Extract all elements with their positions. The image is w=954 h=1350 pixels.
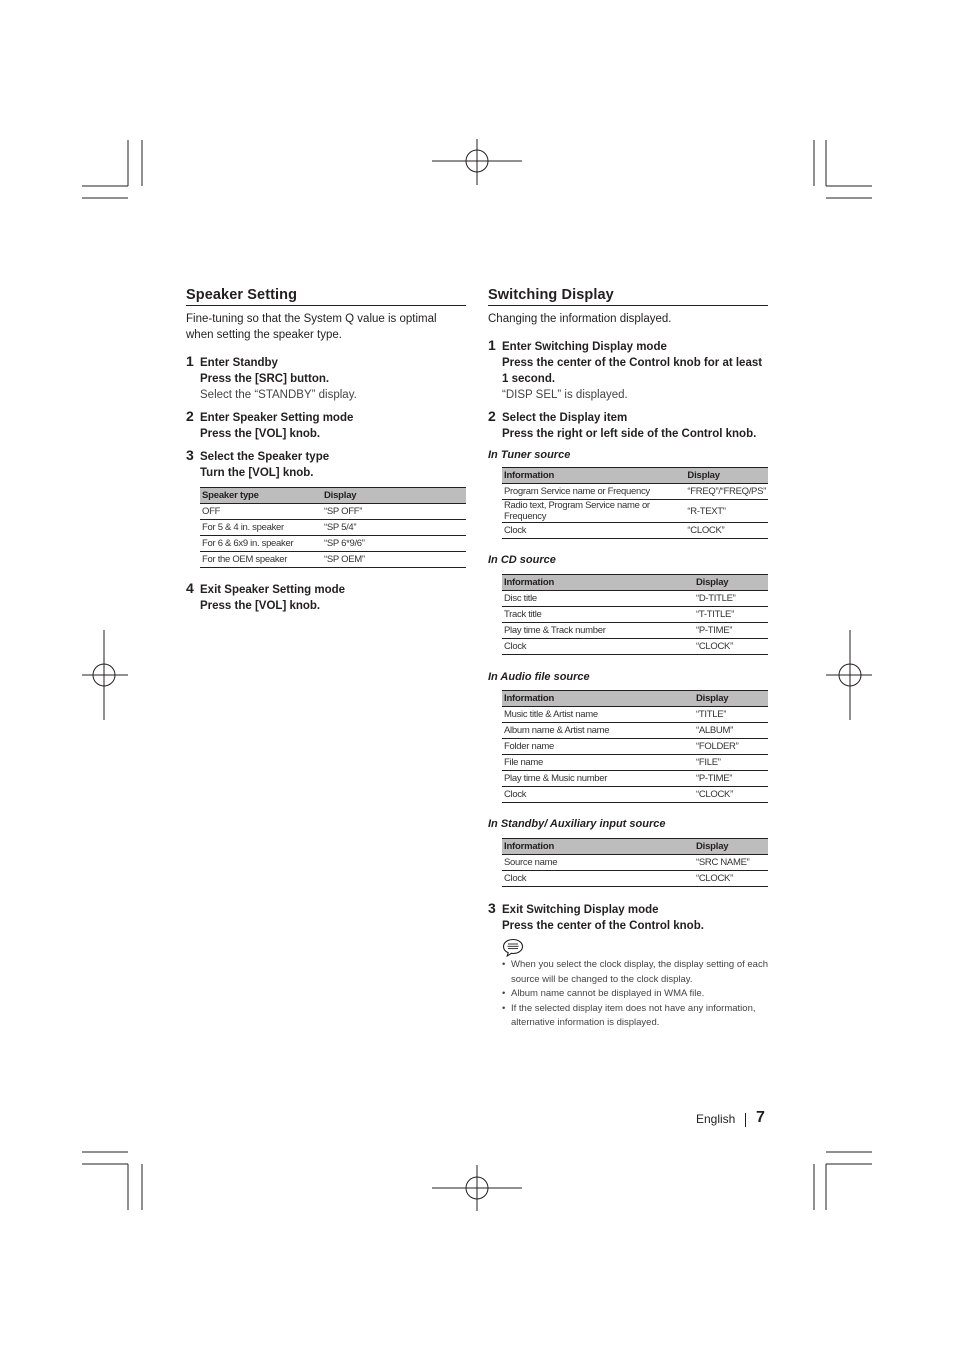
table-cell: Source name: [502, 855, 694, 871]
cd-display-table: [502, 574, 768, 655]
table-cell: “SP 5/4”: [322, 520, 466, 536]
table-cell: OFF: [200, 504, 322, 520]
table-cell: Clock: [502, 639, 694, 655]
step-number: 3: [488, 900, 496, 916]
tuner-display-table: [502, 467, 768, 539]
step-heading: Exit Speaker Setting mode: [200, 584, 346, 596]
step-number: 2: [488, 408, 496, 424]
audio-file-display-table: [502, 690, 768, 803]
step-heading: Exit Switching Display mode: [502, 904, 659, 916]
table-row: [502, 755, 768, 771]
table-cell: Album name & Artist name: [502, 723, 694, 739]
table-header: Speaker type: [200, 488, 322, 504]
standby-aux-display-table: [502, 838, 768, 887]
table-cell: “CLOCK”: [694, 871, 768, 887]
step-3: [186, 449, 466, 481]
note-item: • If the selected display item does not have any information, alternative information is displayed.: [502, 1002, 768, 1031]
table-header-row: [502, 839, 768, 855]
table-cell: “SP 6*9/6”: [322, 536, 466, 552]
table-cell: Play time & Music number: [502, 771, 694, 787]
table-cell: For the OEM speaker: [200, 552, 322, 568]
note-item: • Album name cannot be displayed in WMA file.: [502, 987, 768, 1002]
table-cell: “CLOCK”: [694, 787, 768, 803]
table-cell: “P-TIME”: [694, 771, 768, 787]
step-1: [488, 339, 768, 403]
table-header: Display: [694, 691, 768, 707]
step-action: Press the center of the Control knob for at least 1 second.: [502, 357, 763, 385]
table-row: [502, 591, 768, 607]
table-row: [502, 523, 768, 539]
step-heading: Enter Speaker Setting mode: [200, 412, 354, 424]
step-action: Press the [SRC] button.: [200, 373, 330, 385]
section-title: Switching Display: [488, 287, 768, 306]
table-header-row: [502, 575, 768, 591]
table-row: [200, 504, 466, 520]
step-1: [186, 355, 466, 403]
table-cell: Program Service name or Frequency: [502, 484, 685, 500]
step-number: 1: [186, 353, 194, 369]
table-row: [200, 536, 466, 552]
table-row: [502, 771, 768, 787]
table-header: Information: [502, 468, 685, 484]
step-action: Press the right or left side of the Control knob.: [502, 428, 757, 440]
section-intro: Changing the information displayed.: [488, 313, 672, 325]
table-cell: “D-TITLE”: [694, 591, 768, 607]
footer-divider: [745, 1113, 746, 1127]
table-cell: Clock: [502, 523, 685, 539]
section-title: Speaker Setting: [186, 287, 466, 306]
table-cell: Track title: [502, 607, 694, 623]
table-row: [200, 552, 466, 568]
table-cell: “SP OFF”: [322, 504, 466, 520]
table-cell: “P-TIME”: [694, 623, 768, 639]
speaker-type-table: [200, 487, 466, 568]
table-header-row: [502, 691, 768, 707]
step-3: [488, 902, 768, 934]
note-icon: [502, 938, 768, 958]
step-heading: Enter Standby: [200, 357, 278, 369]
table-cell: File name: [502, 755, 694, 771]
subsection-title: In Standby/ Auxiliary input source: [488, 818, 666, 830]
table-cell: Clock: [502, 787, 694, 803]
step-number: 1: [488, 337, 496, 353]
table-cell: “CLOCK”: [685, 523, 768, 539]
table-cell: “SRC NAME”: [694, 855, 768, 871]
subsection-title: In Audio file source: [488, 671, 590, 683]
step-heading: Select the Speaker type: [200, 451, 330, 463]
step-heading: Enter Switching Display mode: [502, 341, 667, 353]
step-number: 3: [186, 447, 194, 463]
step-heading: Select the Display item: [502, 412, 628, 424]
table-cell: For 6 & 6x9 in. speaker: [200, 536, 322, 552]
table-header: Display: [694, 839, 768, 855]
table-cell: “FREQ”/“FREQ/PS”: [685, 484, 768, 500]
speaker-setting-section: [186, 287, 466, 614]
table-row: [502, 607, 768, 623]
step-action: Press the center of the Control knob.: [502, 920, 704, 932]
table-row: [200, 520, 466, 536]
table-header: Display: [685, 468, 768, 484]
subsection-title: In CD source: [488, 554, 556, 566]
table-cell: Music title & Artist name: [502, 707, 694, 723]
section-intro: Fine-tuning so that the System Q value is optimal when setting the speaker type.: [186, 313, 437, 341]
table-row: [502, 639, 768, 655]
table-cell: Play time & Track number: [502, 623, 694, 639]
step-2: [186, 410, 466, 442]
table-cell: “TITLE”: [694, 707, 768, 723]
table-row: [502, 787, 768, 803]
table-header: Display: [322, 488, 466, 504]
table-row: [502, 500, 768, 523]
table-cell: Folder name: [502, 739, 694, 755]
table-row: [502, 871, 768, 887]
table-header-row: [502, 468, 768, 484]
step-action: Turn the [VOL] knob.: [200, 467, 314, 479]
step-number: 2: [186, 408, 194, 424]
table-cell: “FOLDER”: [694, 739, 768, 755]
table-header: Information: [502, 691, 694, 707]
table-row: [502, 855, 768, 871]
step-number: 4: [186, 580, 194, 596]
table-header: Information: [502, 839, 694, 855]
page-number: 7: [756, 1109, 765, 1126]
table-cell: “CLOCK”: [694, 639, 768, 655]
step-2: [488, 410, 768, 442]
table-header: Information: [502, 575, 694, 591]
table-cell: Disc title: [502, 591, 694, 607]
table-cell: Radio text, Program Service name or Frequency: [502, 500, 685, 523]
table-cell: “T-TITLE”: [694, 607, 768, 623]
table-row: [502, 707, 768, 723]
table-row: [502, 623, 768, 639]
table-cell: Clock: [502, 871, 694, 887]
step-note: Select the “STANDBY” display.: [200, 389, 357, 401]
notes-list: [502, 958, 768, 1031]
step-note: “DISP SEL” is displayed.: [502, 389, 628, 401]
table-cell: “R-TEXT”: [685, 500, 768, 523]
table-cell: “SP OEM”: [322, 552, 466, 568]
table-cell: For 5 & 4 in. speaker: [200, 520, 322, 536]
subsection-title: In Tuner source: [488, 449, 571, 461]
step-action: Press the [VOL] knob.: [200, 428, 321, 440]
table-cell: “FILE”: [694, 755, 768, 771]
step-action: Press the [VOL] knob.: [200, 600, 321, 612]
table-header: Display: [694, 575, 768, 591]
table-cell: “ALBUM”: [694, 723, 768, 739]
language-label: English: [696, 1112, 736, 1126]
table-row: [502, 739, 768, 755]
table-row: [502, 723, 768, 739]
table-row: [502, 484, 768, 500]
switching-display-section: [488, 287, 768, 1031]
step-4: [186, 582, 466, 614]
note-item: • When you select the clock display, the display setting of each source will be changed to the clock display.: [502, 958, 768, 987]
table-header-row: [200, 488, 466, 504]
